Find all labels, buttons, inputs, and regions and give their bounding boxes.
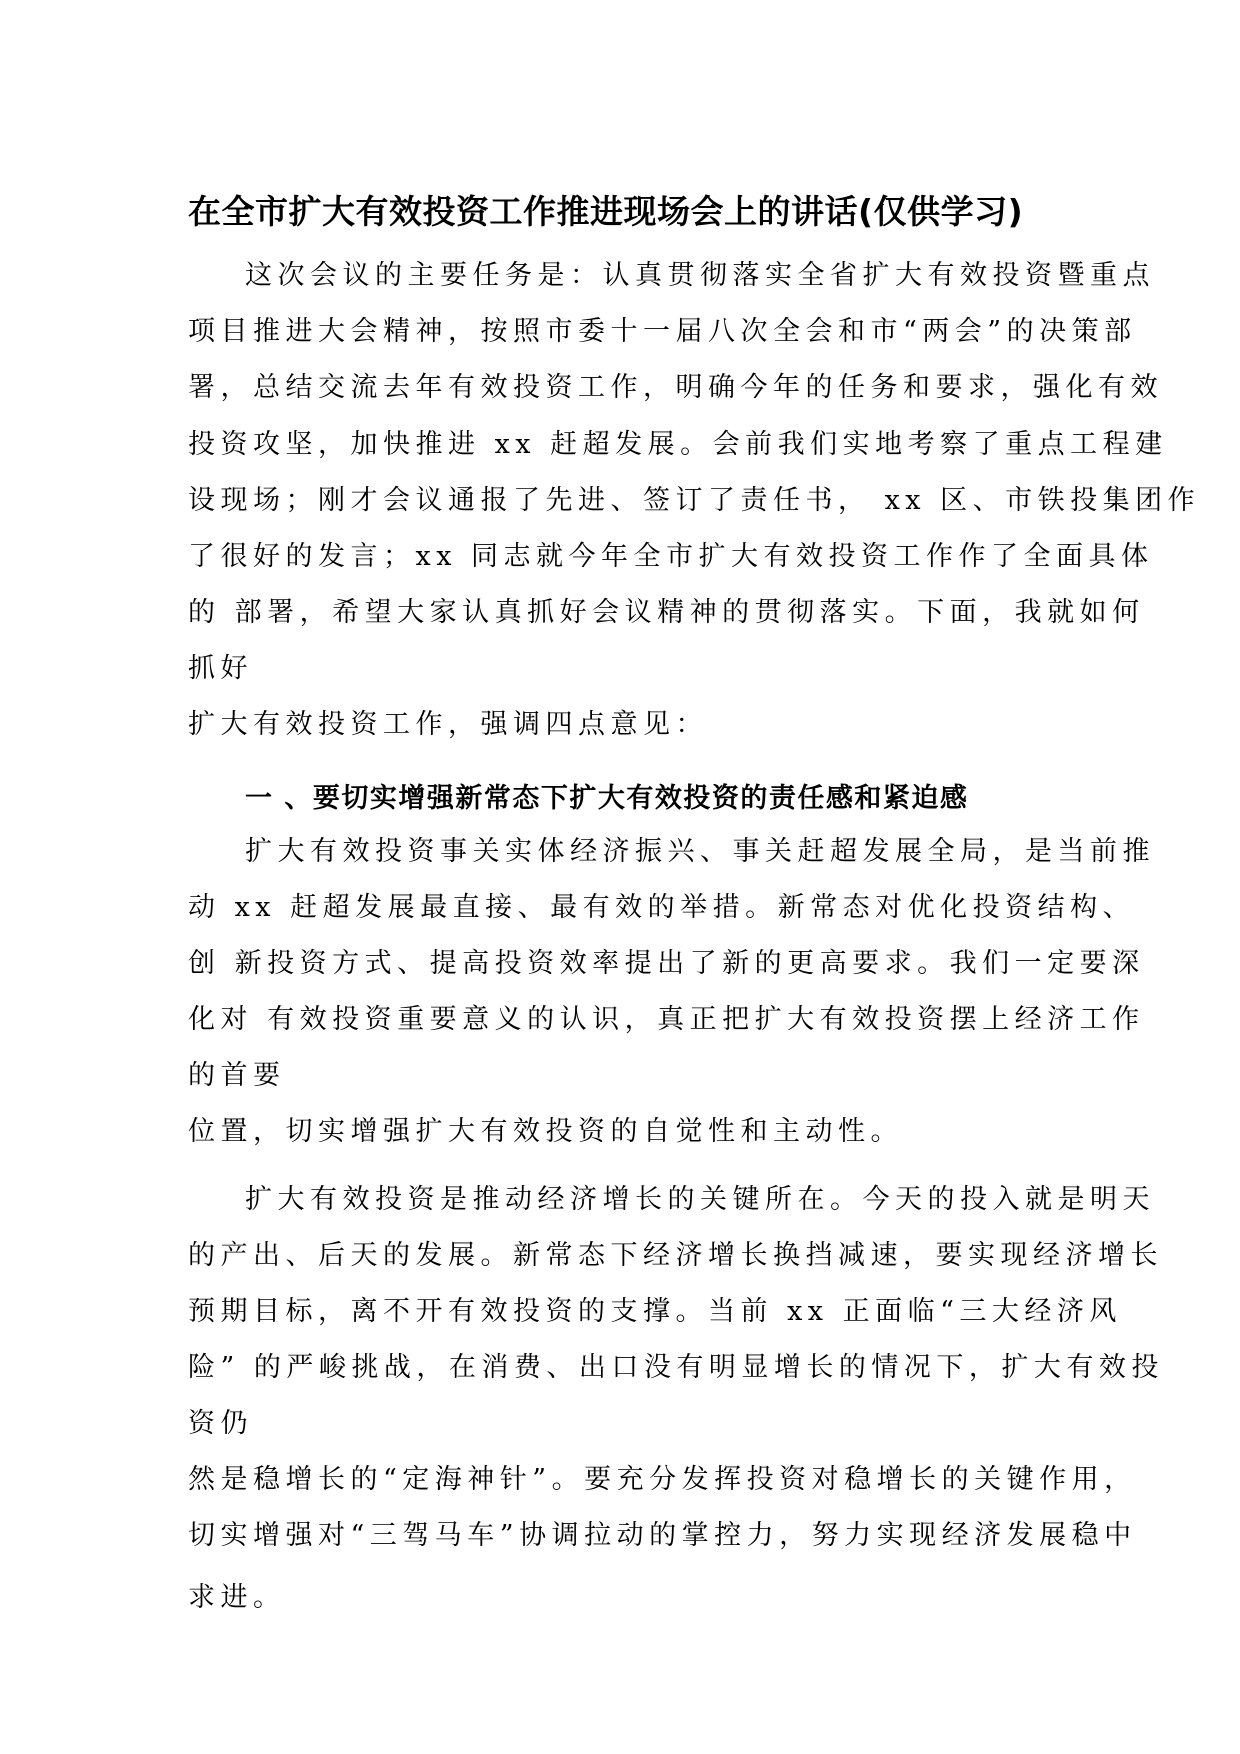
paragraph-line: 创 新投资方式、提高投资效率提出了新的更高要求。我们一定要深 — [188, 948, 1145, 979]
paragraph-line: 资仍 — [188, 1408, 253, 1439]
paragraph-line: 预期目标，离不开有效投资的支撑。当前 xx 正面临“三大经济风 — [188, 1296, 1122, 1327]
paragraph-line: 扩大有效投资事关实体经济振兴、事关赶超发展全局，是当前推 — [245, 836, 1155, 867]
paragraph-line: 位置，切实增强扩大有效投资的自觉性和主动性。 — [188, 1116, 903, 1147]
paragraph-line: 抓好 — [188, 653, 253, 684]
paragraph-line: 然是稳增长的“定海神针”。要充分发挥投资对稳增长的关键作用， — [188, 1464, 1137, 1495]
paragraph-line: 署，总结交流去年有效投资工作，明确今年的任务和要求，强化有效 — [188, 372, 1163, 403]
paragraph-line: 切实增强对“三驾马车”协调拉动的掌控力，努力实现经济发展稳中 — [188, 1520, 1137, 1551]
paragraph-line: 扩大有效投资是推动经济增长的关键所在。今天的投入就是明天 — [245, 1184, 1155, 1215]
paragraph-line: 求进。 — [188, 1582, 286, 1613]
paragraph-line: 扩大有效投资工作，强调四点意见： — [188, 709, 708, 740]
paragraph-line: 投资攻坚，加快推进 xx 赶超发展。会前我们实地考察了重点工程建 — [188, 429, 1168, 460]
paragraph-line: 险” 的严峻挑战，在消费、出口没有明显增长的情况下，扩大有效投 — [188, 1352, 1164, 1383]
paragraph-line: 的 部署，希望大家认真抓好会议精神的贯彻落实。下面，我就如何 — [188, 597, 1145, 628]
section-heading: 一 、要切实增强新常态下扩大有效投资的责任感和紧迫感 — [245, 783, 969, 814]
paragraph-line: 项目推进大会精神，按照市委十一届八次全会和市“两会”的决策部 — [188, 316, 1137, 347]
paragraph-line: 的产出、后天的发展。新常态下经济增长换挡减速，要实现经济增长 — [188, 1240, 1163, 1271]
paragraph-line: 这次会议的主要任务是：认真贯彻落实全省扩大有效投资暨重点 — [245, 260, 1155, 291]
paragraph-line: 的首要 — [188, 1060, 286, 1091]
paragraph-line: 了很好的发言；xx 同志就今年全市扩大有效投资工作作了全面具体 — [188, 541, 1154, 572]
document-title: 在全市扩大有效投资工作推进现场会上的讲话(仅供学习) — [188, 192, 1024, 231]
paragraph-line: 动 xx 赶超发展最直接、最有效的举措。新常态对优化投资结构、 — [188, 892, 1136, 923]
paragraph-line: 设现场；刚才会议通报了先进、签订了责任书， xx 区、市铁投集团作 — [188, 485, 1201, 516]
paragraph-line: 化对 有效投资重要意义的认识，真正把扩大有效投资摆上经济工作 — [188, 1004, 1145, 1035]
